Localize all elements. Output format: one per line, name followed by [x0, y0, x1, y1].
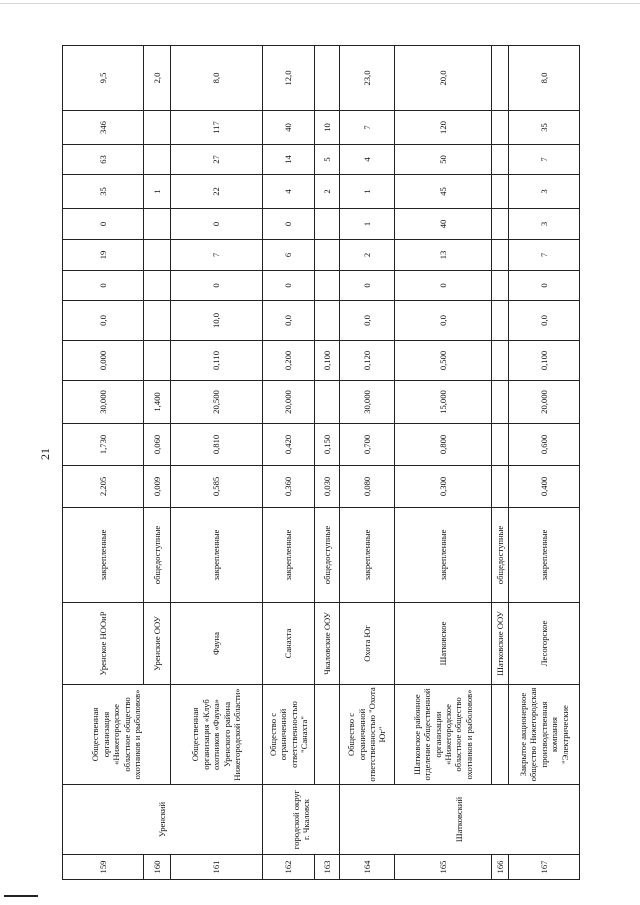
table-row: [263, 46, 315, 880]
value-cell: 20,000: [509, 381, 580, 424]
ground-type: общедоступные: [315, 508, 340, 603]
value-cell: 1: [144, 175, 171, 209]
value-cell: 30,000: [340, 381, 395, 424]
owner-name: [171, 685, 263, 785]
value-cell: [315, 240, 340, 271]
value-cell: 27: [171, 145, 263, 175]
value-cell: 0,0: [395, 301, 492, 341]
value-cell: 8,0: [171, 46, 263, 111]
value-cell: [144, 301, 171, 341]
value-cell: 1,400: [144, 381, 171, 424]
owner-name: [340, 685, 395, 785]
value-cell: 2: [340, 240, 395, 271]
value-cell: 0,000: [63, 341, 144, 381]
owner-text: Общество с ограниченной ответственностью "Санахта": [267, 701, 309, 768]
value-cell: [144, 271, 171, 301]
row-number: 161: [171, 855, 263, 880]
value-cell: 10: [315, 111, 340, 145]
value-cell: 7: [171, 240, 263, 271]
area-name: Фауна: [171, 603, 263, 685]
ground-type: общедоступные: [144, 508, 171, 603]
district-name: Уренский: [63, 785, 263, 855]
value-cell: 4: [263, 175, 315, 209]
value-cell: 0,300: [395, 466, 492, 508]
value-cell: 20,500: [171, 381, 263, 424]
ground-type: закрепленные: [263, 508, 315, 603]
row-number: 159: [63, 855, 144, 880]
value-cell: 12,0: [263, 46, 315, 111]
table-row: [492, 46, 509, 880]
value-cell: 0,0: [63, 301, 144, 341]
page-number: 21: [38, 448, 52, 460]
value-cell: 0,800: [395, 424, 492, 466]
value-cell: 0,585: [171, 466, 263, 508]
value-cell: 22: [171, 175, 263, 209]
value-cell: 7: [509, 240, 580, 271]
value-cell: 0,400: [509, 466, 580, 508]
row-number: 160: [144, 855, 171, 880]
row-number: 164: [340, 855, 395, 880]
area-name: Шатковское: [395, 603, 492, 685]
area-name: Санахта: [263, 603, 315, 685]
table-row: [340, 46, 395, 880]
value-cell: 0,500: [395, 341, 492, 381]
value-cell: 14: [263, 145, 315, 175]
ground-type: закрепленные: [340, 508, 395, 603]
value-cell: 0,100: [315, 341, 340, 381]
table-row: [171, 46, 263, 880]
value-cell: 6: [263, 240, 315, 271]
owner-text: Общественная организация «Клуб охотников «Фауна» Уренского района Нижегородской области»: [190, 688, 243, 781]
value-cell: 50: [395, 145, 492, 175]
owner-text: Общество с ограниченной ответственностью "Охота Юг": [346, 687, 388, 782]
value-cell: 120: [395, 111, 492, 145]
value-cell: 0,030: [315, 466, 340, 508]
value-cell: 0: [263, 271, 315, 301]
value-cell: 0: [395, 271, 492, 301]
value-cell: 0,100: [509, 341, 580, 381]
value-cell: 0: [171, 271, 263, 301]
area-name: Уренское НООиР: [63, 603, 144, 685]
area-name: Уренские ООУ: [144, 603, 171, 685]
value-cell: 7: [340, 111, 395, 145]
value-cell: 2: [315, 175, 340, 209]
value-cell: 0,150: [315, 424, 340, 466]
owner-name: [263, 685, 315, 785]
value-cell: 0,060: [144, 424, 171, 466]
value-cell: 0,600: [509, 424, 580, 466]
value-cell: 0: [509, 271, 580, 301]
value-cell: [492, 381, 509, 424]
value-cell: [492, 424, 509, 466]
owner-text: Общественная организация «Нижегородское областное общество охотников и рыболовов»: [90, 689, 143, 780]
value-cell: 0,420: [263, 424, 315, 466]
area-name: Чкаловские ООУ: [315, 603, 340, 685]
value-cell: 8,0: [509, 46, 580, 111]
value-cell: [492, 46, 509, 111]
value-cell: 0: [171, 209, 263, 240]
value-cell: [144, 209, 171, 240]
value-cell: 0,0: [263, 301, 315, 341]
row-number: 165: [395, 855, 492, 880]
value-cell: 4: [340, 145, 395, 175]
value-cell: [315, 271, 340, 301]
value-cell: 117: [171, 111, 263, 145]
value-cell: [315, 301, 340, 341]
scan-edge-line: [0, 3, 640, 4]
value-cell: [492, 240, 509, 271]
value-cell: 0: [63, 209, 144, 240]
value-cell: 20,0: [395, 46, 492, 111]
value-cell: [492, 341, 509, 381]
ground-type: закрепленные: [171, 508, 263, 603]
value-cell: 7: [509, 145, 580, 175]
ground-type: общедоступные: [492, 508, 509, 603]
value-cell: 2,0: [144, 46, 171, 111]
value-cell: 0,0: [340, 301, 395, 341]
owner-name: [315, 685, 340, 785]
value-cell: 0: [340, 271, 395, 301]
row-number: 162: [263, 855, 315, 880]
area-name: Охота Юг: [340, 603, 395, 685]
scan-corner-mark: [4, 895, 38, 897]
hunting-grounds-table: [62, 45, 580, 880]
value-cell: 0,120: [340, 341, 395, 381]
owner-name: [509, 685, 580, 785]
owner-name: [492, 685, 509, 785]
table-row: [63, 46, 144, 880]
table-row: [315, 46, 340, 880]
value-cell: 30,000: [63, 381, 144, 424]
value-cell: [492, 466, 509, 508]
value-cell: 1,730: [63, 424, 144, 466]
value-cell: [315, 381, 340, 424]
value-cell: 0,360: [263, 466, 315, 508]
value-cell: 346: [63, 111, 144, 145]
owner-name: [63, 685, 171, 785]
area-name: Шатковские ООУ: [492, 603, 509, 685]
value-cell: 19: [63, 240, 144, 271]
value-cell: 63: [63, 145, 144, 175]
value-cell: 0,009: [144, 466, 171, 508]
value-cell: [144, 145, 171, 175]
value-cell: 0,0: [509, 301, 580, 341]
table-row: [509, 46, 580, 880]
value-cell: [492, 271, 509, 301]
value-cell: 0,080: [340, 466, 395, 508]
value-cell: 15,000: [395, 381, 492, 424]
value-cell: [492, 111, 509, 145]
value-cell: [492, 145, 509, 175]
owner-text: Закрытое акционерное общество Нижегородская производственная компания "Электрические: [517, 687, 570, 782]
district-name: городской округ г. Чкаловск: [263, 785, 340, 855]
value-cell: 0,700: [340, 424, 395, 466]
district-name: Шатковский: [340, 785, 580, 855]
value-cell: [492, 209, 509, 240]
value-cell: 3: [509, 209, 580, 240]
value-cell: [144, 341, 171, 381]
value-cell: 10,0: [171, 301, 263, 341]
value-cell: [492, 301, 509, 341]
rotated-table-container: [62, 46, 579, 880]
value-cell: 0: [63, 271, 144, 301]
value-cell: 45: [395, 175, 492, 209]
value-cell: [315, 46, 340, 111]
value-cell: [144, 240, 171, 271]
value-cell: 0,200: [263, 341, 315, 381]
owner-name: [395, 685, 492, 785]
value-cell: 23,0: [340, 46, 395, 111]
value-cell: 40: [395, 209, 492, 240]
row-number: 166: [492, 855, 509, 880]
value-cell: 40: [263, 111, 315, 145]
value-cell: 9,5: [63, 46, 144, 111]
ground-type: закрепленные: [63, 508, 144, 603]
ground-type: закрепленные: [509, 508, 580, 603]
area-name: Лесогорское: [509, 603, 580, 685]
ground-type: закрепленные: [395, 508, 492, 603]
value-cell: 2,205: [63, 466, 144, 508]
value-cell: 0: [263, 209, 315, 240]
value-cell: 3: [509, 175, 580, 209]
value-cell: 13: [395, 240, 492, 271]
owner-text: Шатковское районное отделение общественной организации «Нижегородское областное общество охотников и рыболовов»: [411, 688, 474, 781]
value-cell: [492, 175, 509, 209]
value-cell: 5: [315, 145, 340, 175]
row-number: 163: [315, 855, 340, 880]
value-cell: [144, 111, 171, 145]
value-cell: 35: [63, 175, 144, 209]
value-cell: 1: [340, 175, 395, 209]
value-cell: 0,810: [171, 424, 263, 466]
value-cell: 35: [509, 111, 580, 145]
value-cell: 0,110: [171, 341, 263, 381]
value-cell: 1: [340, 209, 395, 240]
value-cell: 20,000: [263, 381, 315, 424]
row-number: 167: [509, 855, 580, 880]
value-cell: [315, 209, 340, 240]
table-row: [395, 46, 492, 880]
